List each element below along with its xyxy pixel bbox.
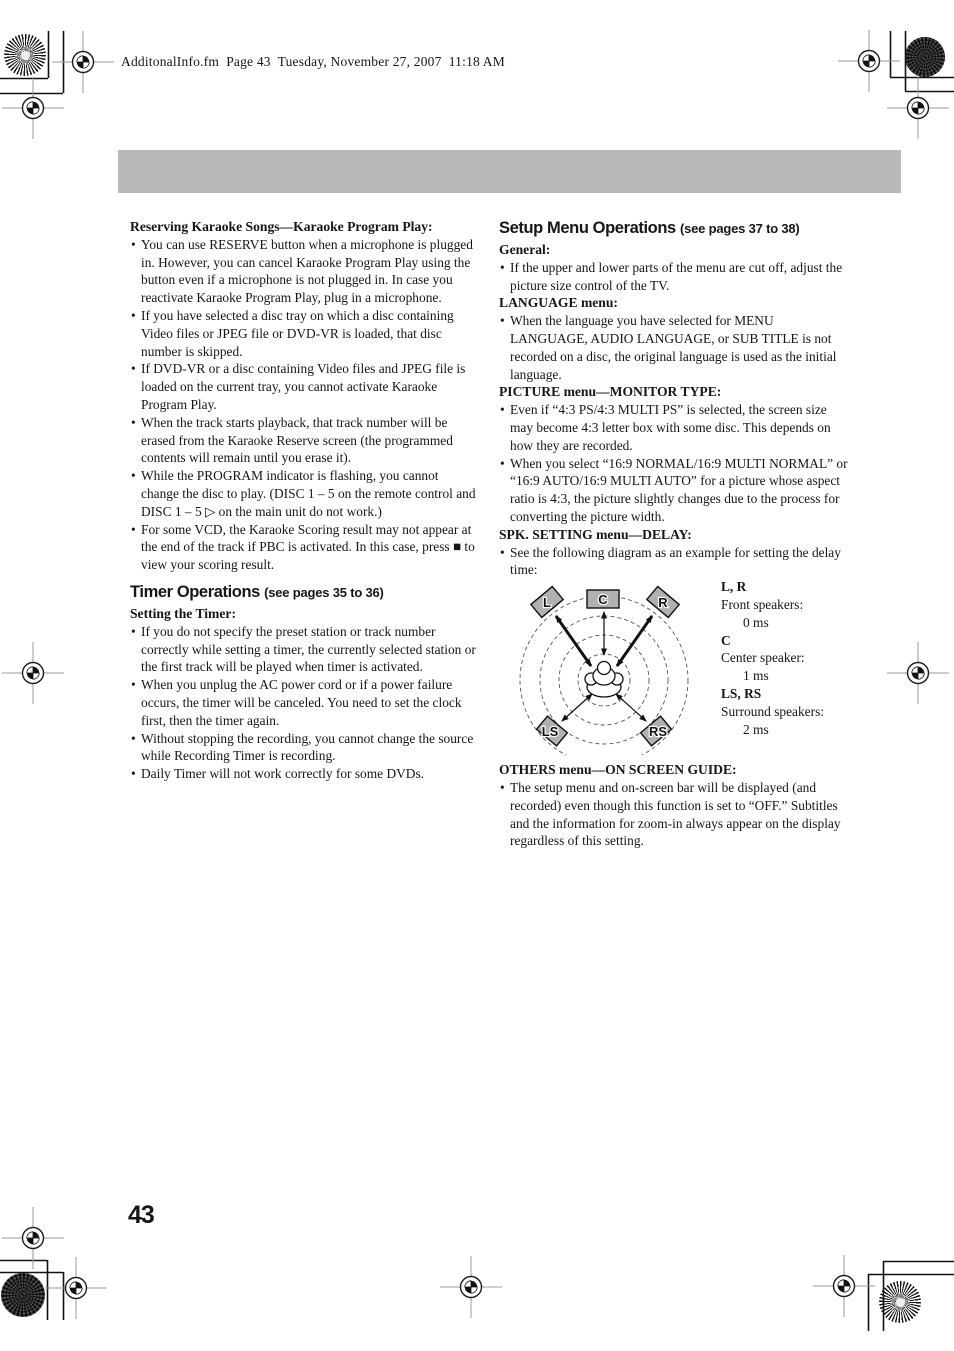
legend-speaker-name: LS, RS [721, 685, 762, 701]
general-bullet-list [499, 259, 849, 295]
list-item: • See the following diagram as an example for setting the delay time: [499, 544, 849, 580]
list-item: • If you do not specify the preset station or track number correctly while setting a timer, the currently selected station or the first track will be played when timer is activated. [130, 623, 478, 676]
timer-operations-heading [130, 582, 478, 603]
list-item: • For some VCD, the Karaoke Scoring result may not appear at the end of the track if PBC is activated. In this case, press ■ to view your scoring result. [130, 521, 478, 574]
legend-delay-value: 2 ms [743, 721, 769, 737]
legend-speaker-name: C [721, 632, 731, 648]
list-item: • When the track starts playback, that track number will be erased from the Karaoke Reserve screen (the programmed contents will remain until you erase it). [130, 414, 478, 467]
speaker-label-ls: LS [541, 724, 559, 740]
list-item: • When the language you have selected for MENU LANGUAGE, AUDIO LANGUAGE, or SUB TITLE is not recorded on a disc, the original language is used as the initial language. [499, 312, 849, 383]
heading-text: Timer Operations [130, 582, 260, 601]
registration-starburst-icon [879, 1281, 921, 1323]
left-column [130, 218, 478, 783]
page-number: 43 [128, 1201, 154, 1229]
timer-bullet-list [130, 623, 478, 783]
setting-timer-subheading: Setting the Timer: [130, 605, 236, 621]
legend-delay-value: 1 ms [743, 668, 769, 684]
language-bullet-list [499, 312, 849, 383]
spk-bullet-list [499, 544, 849, 580]
legend-speaker-desc: Front speakers: [721, 596, 804, 612]
legend-item [721, 632, 849, 685]
list-item: • If the upper and lower parts of the menu are cut off, adjust the picture size control of the TV. [499, 259, 849, 295]
karaoke-heading: Reserving Karaoke Songs—Karaoke Program Play: [130, 219, 433, 234]
registration-starburst-icon [4, 34, 46, 76]
speaker-label-r: R [658, 595, 668, 611]
heading-text: Setup Menu Operations [499, 219, 676, 237]
heading-page-ref: (see pages 35 to 36) [264, 584, 384, 600]
list-item: • If you have selected a disc tray on which a disc containing Video files or JPEG file or DVD-VR is loaded, that disc number is skipped. [130, 307, 478, 360]
legend-speaker-desc: Center speaker: [721, 650, 805, 666]
heading-page-ref: (see pages 37 to 38) [679, 221, 800, 236]
list-item: • Without stopping the recording, you cannot change the source while Recording Timer is recording. [130, 730, 478, 766]
list-item: • Daily Timer will not work correctly for some DVDs. [130, 765, 478, 783]
delay-legend [721, 578, 849, 738]
list-item: • When you unplug the AC power cord or if a power failure occurs, the timer will be canceled. You need to set the clock first, then the timer again. [130, 676, 478, 729]
listener-figure [585, 662, 623, 698]
list-item: • The setup menu and on-screen bar will be displayed (and recorded) even though this function is set to “OFF.” Subtitles and the information for zoom-in always appear on the display regardless of this setting. [499, 779, 849, 850]
general-label: General: [499, 242, 551, 257]
picture-menu-label: PICTURE menu—MONITOR TYPE: [499, 384, 722, 400]
speaker-delay-diagram [499, 579, 849, 761]
document-header: AdditonalInfo.fm Page 43 Tuesday, November 27, 2007 11:18 AM [121, 54, 505, 69]
speaker-label-c: C [598, 592, 608, 608]
legend-item [721, 578, 849, 631]
list-item: • You can use RESERVE button when a microphone is plugged in. However, you can cancel Karaoke Program Play using the button even if a microphone is not plugged in. In case you reactivate Karaoke Program Play, plug in a microphone. [130, 236, 478, 307]
list-item: • Even if “4:3 PS/4:3 MULTI PS” is selected, the screen size may become 4:3 letter box with some disc. This depends on how they are recorded. [499, 401, 849, 454]
section-band [118, 150, 901, 193]
picture-bullet-list [499, 401, 849, 526]
list-item: • When you select “16:9 NORMAL/16:9 MULTI NORMAL” or “16:9 AUTO/16:9 MULTI AUTO” for a picture whose aspect ratio is 4:3, the picture slightly changes due to the process for converting the picture width. [499, 455, 849, 526]
speaker-label-rs: RS [648, 724, 668, 740]
setup-menu-heading [499, 218, 849, 239]
legend-speaker-desc: Surround speakers: [721, 703, 825, 719]
legend-item [721, 685, 849, 738]
legend-speaker-name: L, R [721, 579, 747, 595]
spk-setting-menu-label: SPK. SETTING menu—DELAY: [499, 526, 692, 542]
list-item: • While the PROGRAM indicator is flashing, you cannot change the disc to play. (DISC 1 – 5 on the remote control and DISC 1 – 5 ▷ on the main unit do not work.) [130, 467, 478, 520]
others-bullet-list [499, 779, 849, 850]
registration-moire-icon [1, 1273, 45, 1317]
registration-moire-icon [905, 37, 945, 77]
others-menu-label: OTHERS menu—ON SCREEN GUIDE: [499, 762, 737, 778]
list-item: • If DVD-VR or a disc containing Video files and JPEG file is loaded on the current tray, you cannot activate Karaoke Program Play. [130, 360, 478, 413]
legend-delay-value: 0 ms [743, 614, 769, 630]
speaker-layout-illustration [503, 583, 718, 755]
language-menu-label: LANGUAGE menu: [499, 295, 618, 311]
right-column [499, 218, 849, 850]
speaker-label-l: L [543, 595, 551, 611]
karaoke-bullet-list [130, 236, 478, 574]
